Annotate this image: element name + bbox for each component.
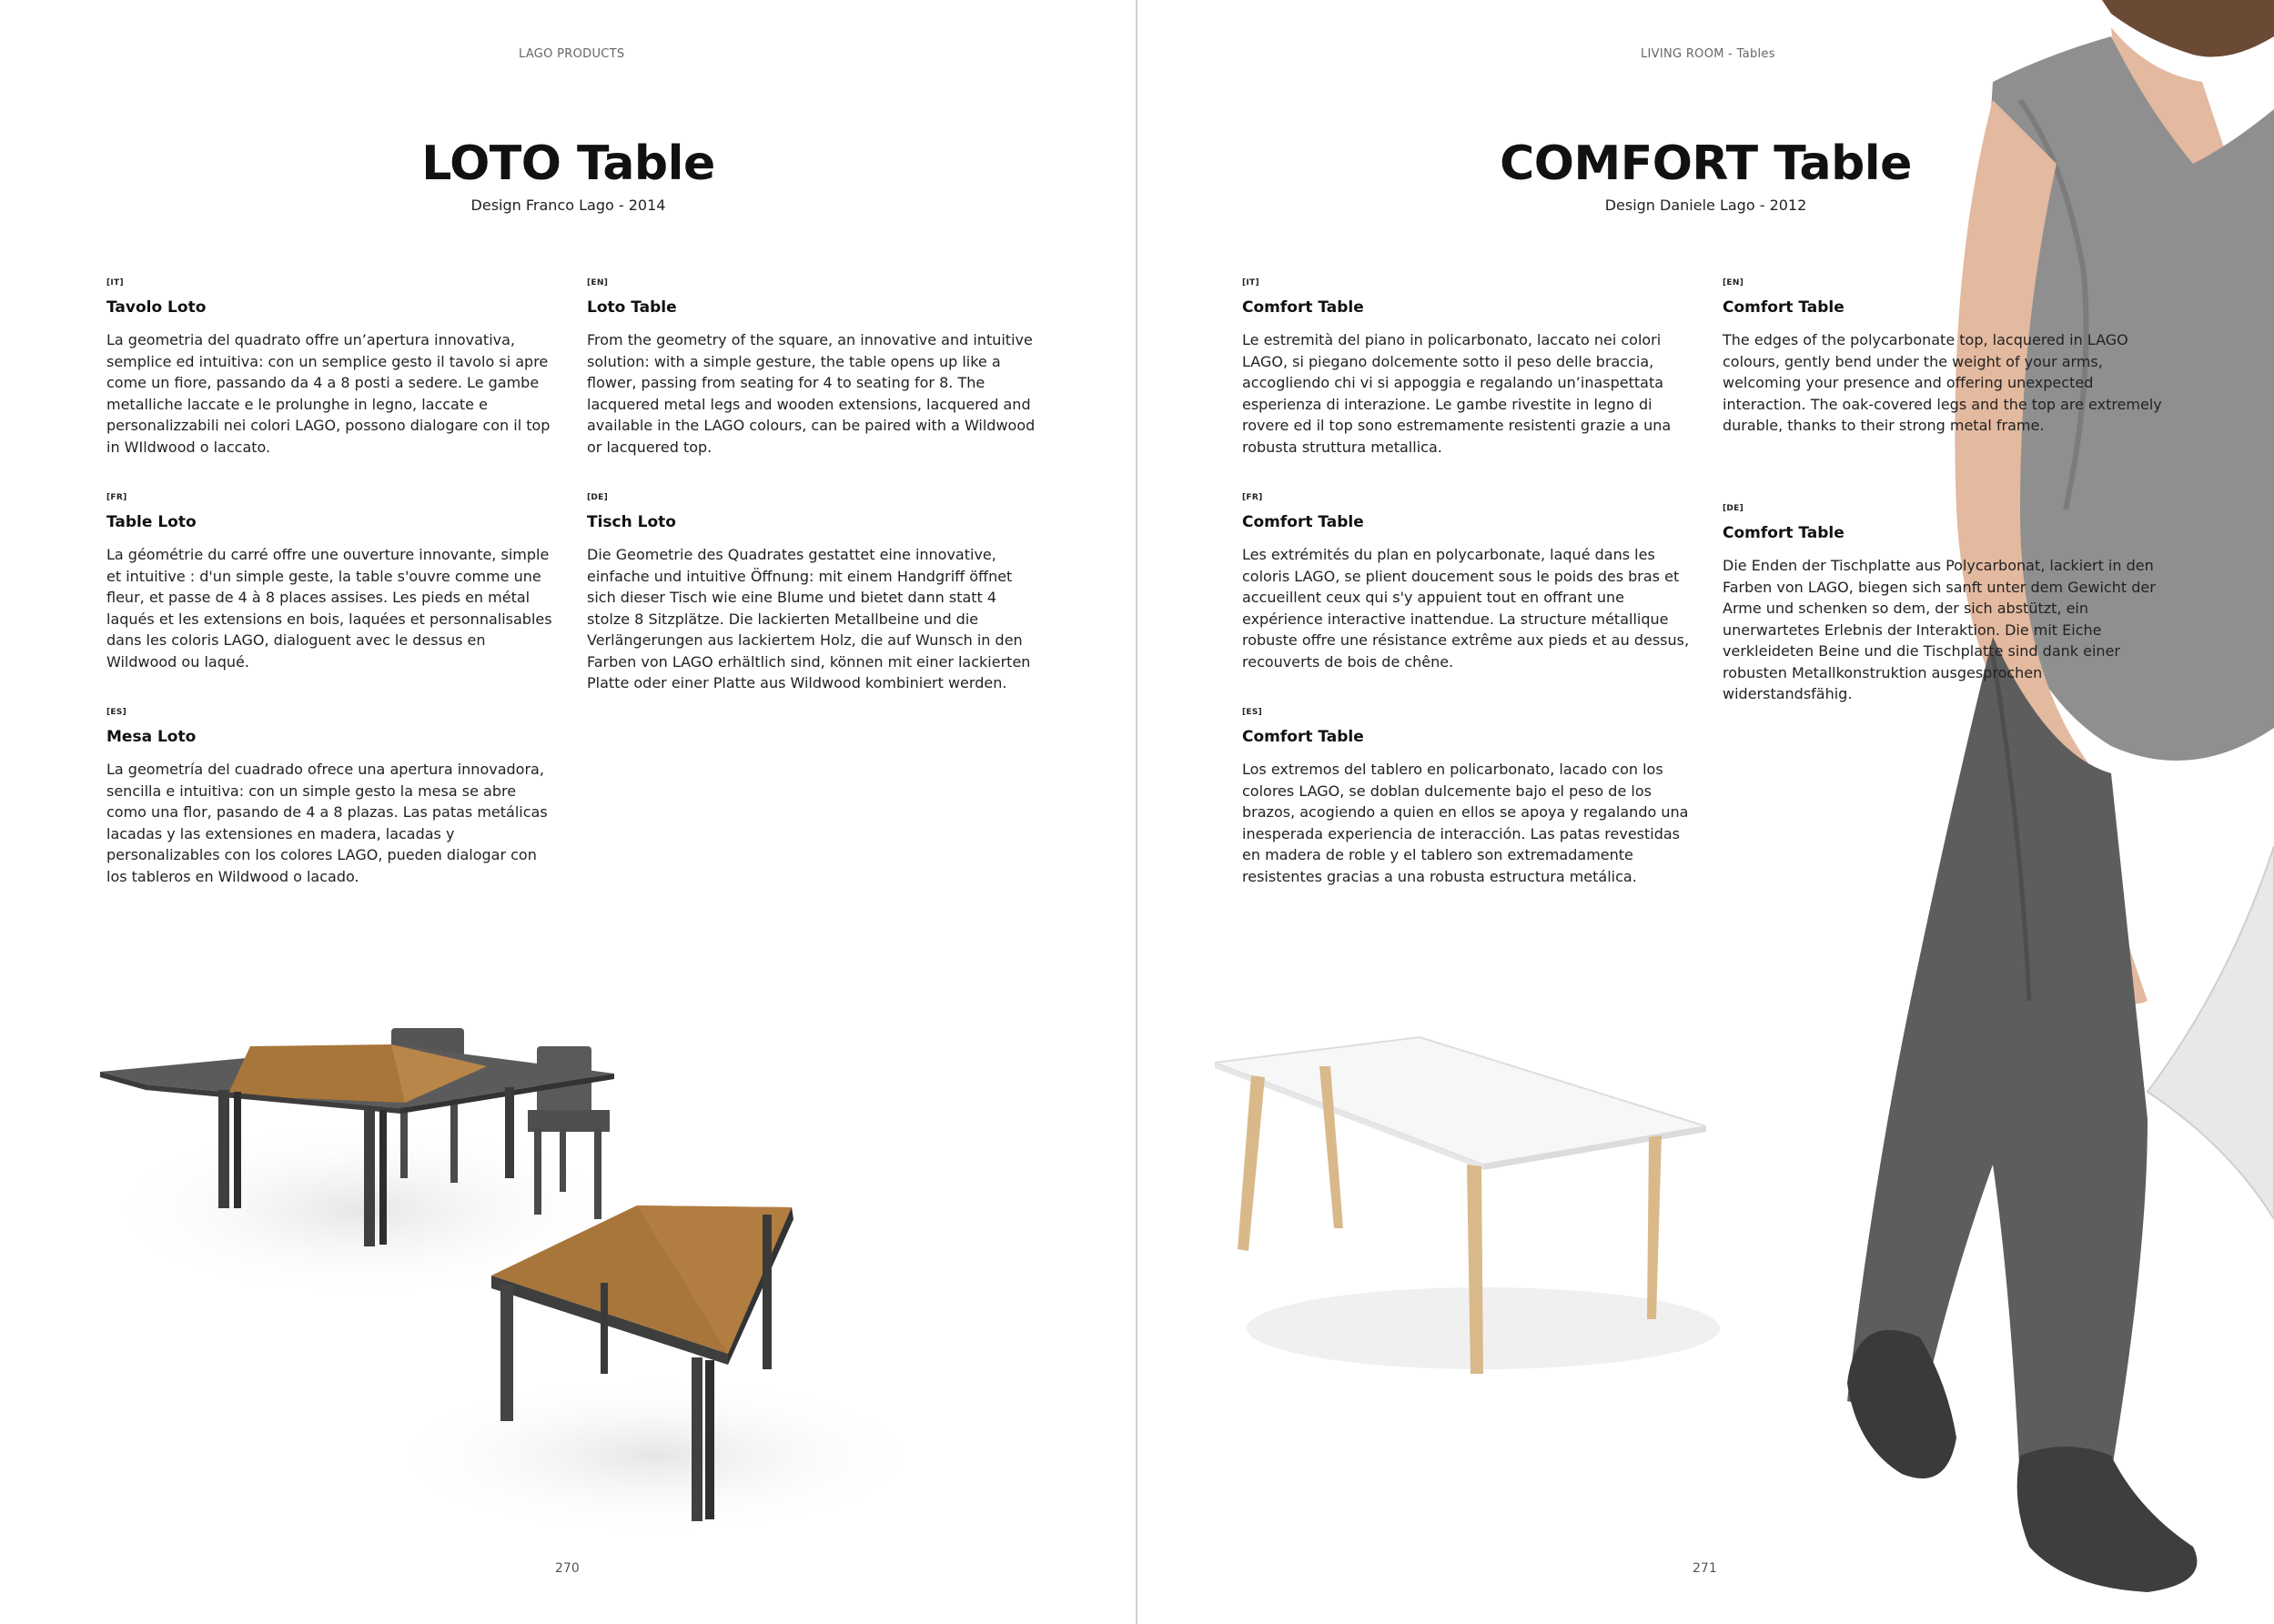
text-block-de xyxy=(587,493,1037,694)
text-block-es xyxy=(106,708,557,887)
language-tag: [EN] xyxy=(1723,278,1744,287)
language-tag: [DE] xyxy=(587,493,609,502)
block-text: Le estremità del piano in policarbonato, laccato nei colori LAGO, si piegano dolcemente sotto il peso delle braccia, accogliendo chi vi si appoggia e regalando un’inaspettata esperienza di interazione. Le gambe rivestite in legno di rovere ed il top sono estremamente resistenti grazie a una robusta struttura metallica. xyxy=(1242,331,1672,456)
block-text: Les extrémités du plan en polycarbonate, laqué dans les coloris LAGO, se plient doucement sous le poids des bras et accueillent ceux qui s'y appuient tout en offrant une expérience interactive inattendue. La structure métallique robuste offre une résistance extrême aux pieds et au dessus, recouverts de bois de chêne. xyxy=(1242,546,1690,671)
designer-credit: Design Franco Lago - 2014 xyxy=(470,197,666,214)
loto-tables-photo xyxy=(91,983,1074,1547)
language-tag: [IT] xyxy=(1242,278,1259,287)
language-tag: [DE] xyxy=(1723,504,1744,513)
block-heading: Comfort Table xyxy=(1242,728,1364,746)
language-tag: [FR] xyxy=(106,493,127,502)
block-heading: Mesa Loto xyxy=(106,728,197,746)
text-block-it xyxy=(1242,278,1693,458)
comfort-table-photo xyxy=(1210,1028,1720,1392)
block-text: Die Enden der Tischplatte aus Polycarbonat, lackiert in den Farben von LAGO, biegen sich sanft unter dem Gewicht der Arme und schenken so dem, der sich abstützt, ein unerwartetes Erlebnis der Interaktion. Die mit Eiche verkleideten Beine und die Tischplatte sind dank einer robusten Metallkonstruktion ausgesprochen widerstandsfähig. xyxy=(1723,557,2156,702)
block-heading: Tavolo Loto xyxy=(106,298,207,317)
block-heading: Comfort Table xyxy=(1242,513,1364,531)
language-tag: [IT] xyxy=(106,278,124,287)
block-text: The edges of the polycarbonate top, lacquered in LAGO colours, gently bend under the weight of your arms, welcoming your presence and offering unexpected interaction. The oak-covered legs and the top are extremely durable, thanks to their strong metal frame. xyxy=(1723,331,2162,434)
block-heading: Table Loto xyxy=(106,513,197,531)
block-text: From the geometry of the square, an innovative and intuitive solution: with a simple gesture, the table opens up like a flower, passing from seating for 4 to seating for 8. The lacquered metal legs and wooden extensions, lacquered and available in the LAGO colours, can be paired with a Wildwood or lacquered top. xyxy=(587,331,1036,456)
text-block-en xyxy=(587,278,1037,458)
language-tag: [ES] xyxy=(1242,708,1263,717)
running-head: LAGO PRODUCTS xyxy=(519,47,625,61)
language-tag: [ES] xyxy=(106,708,127,717)
block-heading: Loto Table xyxy=(587,298,677,317)
page-number: 271 xyxy=(1693,1561,1717,1576)
block-text: La geometría del cuadrado ofrece una apertura innovadora, sencilla e intuitiva: con un simple gesto la mesa se abre como una flor, pasando de 4 a 8 plazas. Las patas metálicas lacadas y las extensiones en madera, lacadas y personalizables con los colores LAGO, pueden dialogar con los tableros en Wildwood o lacado. xyxy=(106,761,548,885)
language-tag: [FR] xyxy=(1242,493,1263,502)
block-text: La géométrie du carré offre une ouverture innovante, simple et intuitive : d'un simple geste, la table s'ouvre comme une fleur, et passe de 4 à 8 places assises. Les pieds en métal laqués et les extensions en bois, laquées et personnalisables dans les coloris LAGO, dialoguent avec le dessus en Wildwood ou laqué. xyxy=(106,546,552,671)
page-title: LOTO Table xyxy=(421,136,715,191)
block-text: La geometria del quadrato offre un’apertura innovativa, semplice ed intuitiva: con un semplice gesto il tavolo si apre come un fiore, passando da 4 a 8 posti a sedere. Le gambe metalliche laccate e le prolunghe in legno, laccate e personalizzabili nei colori LAGO, possono dialogare con il top in WIldwood o laccato. xyxy=(106,331,551,456)
text-block-fr xyxy=(106,493,557,672)
text-block-de xyxy=(1723,504,2168,705)
text-block-en xyxy=(1723,278,2168,437)
language-tag: [EN] xyxy=(587,278,609,287)
block-text: Die Geometrie des Quadrates gestattet eine innovative, einfache und intuitive Öffnung: mit einem Handgriff öffnet sich dieser Tisch wie eine Blume und bietet dann statt 4 stolze 8 Sitzplätze. Die lackierten Metallbeine und die Verlängerungen aus lackiertem Holz, die auf Wunsch in den Farben von LAGO erhältlich sind, können mit einer lackierten Platte oder einer Platte aus Wildwood kombiniert werden. xyxy=(587,546,1031,691)
block-heading: Comfort Table xyxy=(1723,298,1844,317)
designer-credit: Design Daniele Lago - 2012 xyxy=(1604,197,1807,214)
right-page xyxy=(1137,0,2274,1624)
text-block-it xyxy=(106,278,557,458)
block-heading: Comfort Table xyxy=(1723,524,1844,542)
page-number: 270 xyxy=(555,1561,580,1576)
block-text: Los extremos del tablero en policarbonato, lacado con los colores LAGO, se doblan dulcemente bajo el peso de los brazos, acogiendo a quien en ellos se apoya y regalando una inesperada experiencia de interacción. Las patas revestidas en madera de roble y el tablero son extremadamente resistentes gracias a una robusta estructura metálica. xyxy=(1242,761,1689,885)
running-head: LIVING ROOM - Tables xyxy=(1641,47,1775,61)
block-heading: Comfort Table xyxy=(1242,298,1364,317)
block-heading: Tisch Loto xyxy=(587,513,676,531)
page-title: COMFORT Table xyxy=(1500,136,1912,191)
text-block-fr xyxy=(1242,493,1693,672)
text-block-es xyxy=(1242,708,1693,887)
model-leaning-photo xyxy=(1720,0,2274,1624)
